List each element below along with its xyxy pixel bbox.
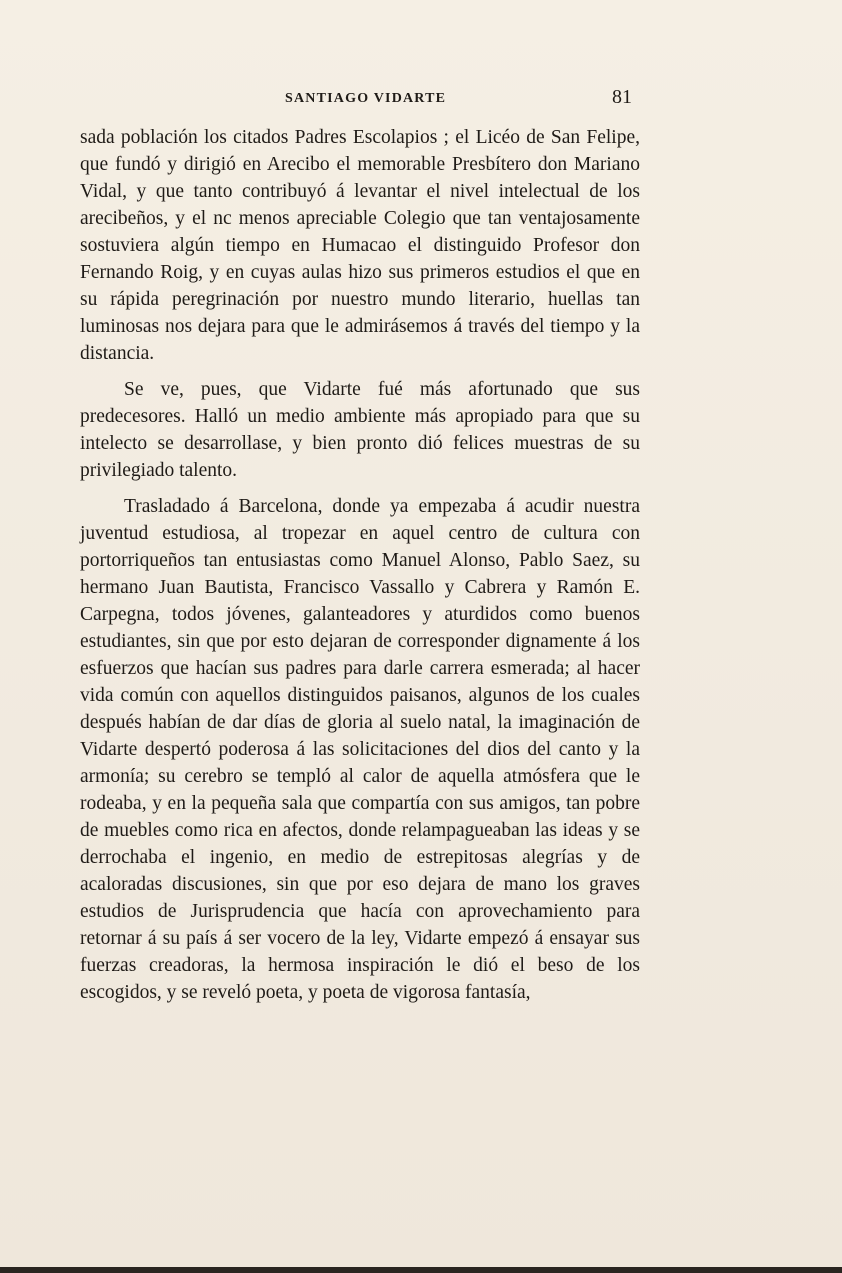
paragraph-2: Se ve, pues, que Vidarte fué más afortunado que sus predecesores. Halló un medio ambiente más apropiado para que su intelecto se desarrollase, y bien pronto dió felices muestras de su privilegiado talento. — [80, 379, 640, 481]
scan-bottom-edge — [0, 1267, 842, 1273]
page-header — [80, 86, 640, 116]
paragraph-1: sada población los citados Padres Escolapios ; el Licéo de San Felipe, que fundó y dirigió en Arecibo el memorable Presbítero don Mariano Vidal, y que tanto contribuyó á levantar el nivel intelectual de los arecibeños, y el nc menos apreciable Colegio que tan ventajosamente sostuviera algún tiempo en Humacao el distinguido Profesor don Fernando Roig, y en cuyas aulas hizo sus primeros estudios el que en su rápida peregrinación por nuestro mundo literario, huellas tan luminosas nos dejara para que le admirásemos á través del tiempo y la distancia. — [80, 127, 640, 364]
running-title: SANTIAGO VIDARTE — [285, 91, 447, 106]
body-text — [80, 124, 640, 1006]
paragraph-3: Trasladado á Barcelona, donde ya empezaba á acudir nuestra juventud estudiosa, al tropezar en aquel centro de cultura con portorriqueños tan entusiastas como Manuel Alonso, Pablo Saez, su hermano Juan Bautista, Francisco Vassallo y Cabrera y Ramón E. Carpegna, todos jóvenes, galanteadores y aturdidos como buenos estudiantes, sin que por esto dejaran de corresponder dignamente á los esfuerzos que hacían sus padres para darle carrera esmerada; al hacer vida común con aquellos distinguidos paisanos, algunos de los cuales después habían de dar días de gloria al suelo natal, la imaginación de Vidarte despertó poderosa á las solicitaciones del dios del canto y la armonía; su cerebro se templó al calor de aquella atmósfera que le rodeaba, y en la pequeña sala que compartía con sus amigos, tan pobre de muebles como rica en afectos, donde relampagueaban las ideas y se derrochaba el ingenio, en medio de estrepitosas alegrías y de acaloradas discusiones, sin que por eso dejara de mano los graves estudios de Jurisprudencia que hacía con aprovechamiento para retornar á su país á ser vocero de la ley, Vidarte empezó á ensayar sus fuerzas creadoras, la hermosa inspiración le dió el beso de los escogidos, y se reveló poeta, y poeta de vigorosa fantasía, — [80, 496, 640, 1003]
page-number: 81 — [612, 86, 632, 108]
